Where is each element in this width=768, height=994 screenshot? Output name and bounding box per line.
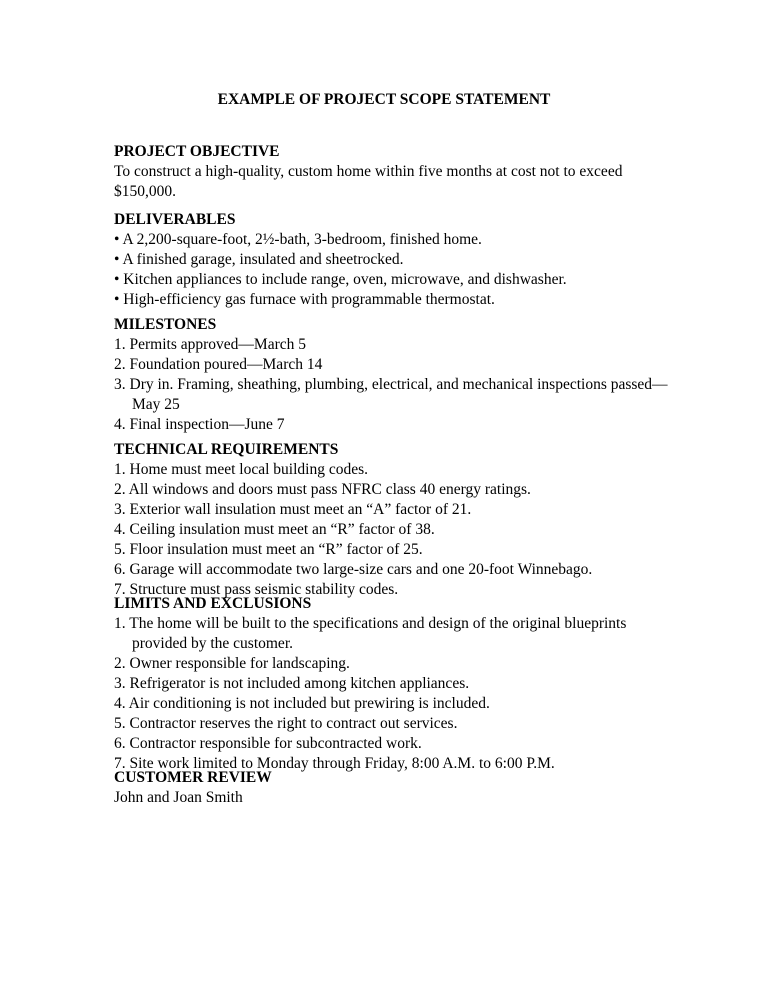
limits-item: 3. Refrigerator is not included among kitchen appliances. (114, 675, 470, 692)
review-section (114, 768, 674, 808)
deliverable-item: • High-efficiency gas furnace with programmable thermostat. (114, 291, 495, 308)
objective-heading: PROJECT OBJECTIVE (114, 143, 280, 160)
milestones-heading: MILESTONES (114, 316, 217, 333)
milestone-item-continuation: May 25 (132, 396, 180, 413)
document-title: EXAMPLE OF PROJECT SCOPE STATEMENT (217, 91, 551, 108)
review-names: John and Joan Smith (114, 789, 243, 806)
limits-item: 6. Contractor responsible for subcontracted work. (114, 735, 422, 752)
deliverable-item: • A 2,200-square-foot, 2½-bath, 3-bedroom, finished home. (114, 231, 482, 248)
milestone-item: 1. Permits approved—March 5 (114, 336, 306, 353)
deliverables-section (114, 210, 674, 310)
technical-heading: TECHNICAL REQUIREMENTS (114, 441, 339, 458)
technical-item: 5. Floor insulation must meet an “R” factor of 25. (114, 541, 423, 558)
limits-item: 5. Contractor reserves the right to contract out services. (114, 715, 458, 732)
deliverable-item: • A finished garage, insulated and sheetrocked. (114, 251, 404, 268)
objective-section (114, 142, 674, 202)
limits-item-continuation: provided by the customer. (132, 635, 293, 652)
technical-item: 2. All windows and doors must pass NFRC class 40 energy ratings. (114, 481, 531, 498)
milestones-section (114, 315, 674, 435)
limits-heading: LIMITS AND EXCLUSIONS (114, 595, 312, 612)
limits-item: 1. The home will be built to the specifications and design of the original blueprints (114, 615, 627, 632)
limits-item: 2. Owner responsible for landscaping. (114, 655, 350, 672)
technical-item: 3. Exterior wall insulation must meet an “A” factor of 21. (114, 501, 472, 518)
objective-line-2: $150,000. (114, 183, 176, 200)
technical-item: 7. Structure must pass seismic stability codes. (114, 581, 399, 598)
limits-item: 7. Site work limited to Monday through Friday, 8:00 A.M. to 6:00 P.M. (114, 755, 555, 772)
deliverable-item: • Kitchen appliances to include range, oven, microwave, and dishwasher. (114, 271, 567, 288)
milestone-item: 2. Foundation poured—March 14 (114, 356, 323, 373)
milestone-item: 3. Dry in. Framing, sheathing, plumbing, electrical, and mechanical inspections passed— (114, 376, 668, 393)
technical-item: 1. Home must meet local building codes. (114, 461, 368, 478)
limits-section (114, 594, 674, 774)
technical-section (114, 440, 674, 600)
milestone-item: 4. Final inspection—June 7 (114, 416, 285, 433)
technical-item: 4. Ceiling insulation must meet an “R” factor of 38. (114, 521, 435, 538)
technical-item: 6. Garage will accommodate two large-size cars and one 20-foot Winnebago. (114, 561, 593, 578)
deliverables-heading: DELIVERABLES (114, 211, 236, 228)
limits-item: 4. Air conditioning is not included but prewiring is included. (114, 695, 490, 712)
review-heading: CUSTOMER REVIEW (114, 769, 272, 786)
objective-line-1: To construct a high-quality, custom home within five months at cost not to exceed (114, 163, 623, 180)
